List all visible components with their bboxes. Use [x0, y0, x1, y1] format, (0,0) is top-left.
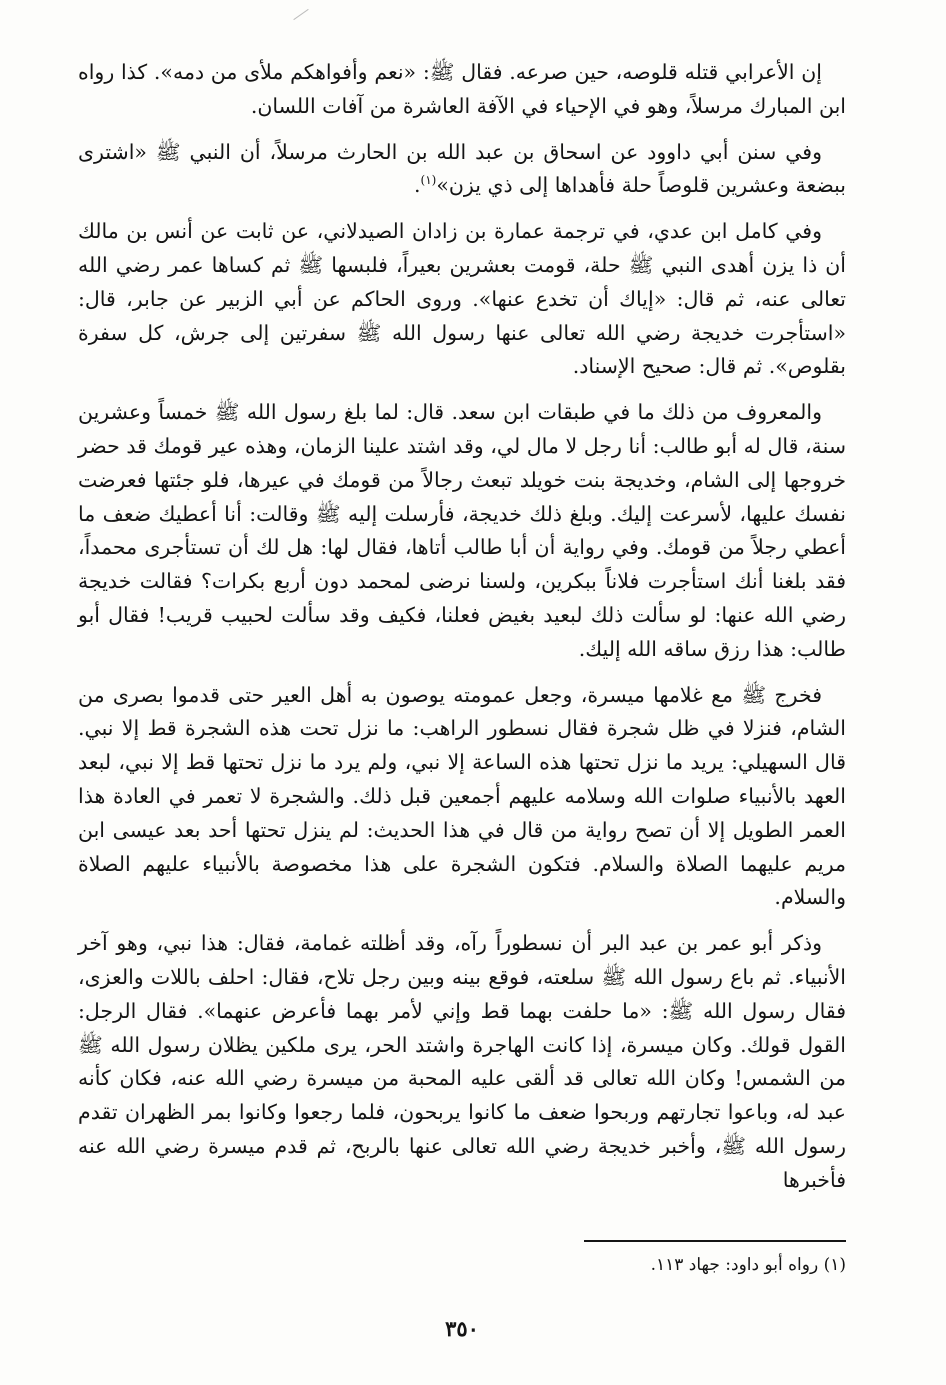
scan-speck [293, 9, 308, 20]
paragraph-5-text: فخرج ﷺ مع غلامها ميسرة، وجعل عمومته يوصون به أهل العير حتى قدموا بصرى من الشام، فنزلا في ظل شجرة فقال نسطور الراهب: ما نزل تحت هذه الشجرة قط إلا نبي. قال السهيلي: يريد ما نزل تحتها هذه الساعة إلا نبي، ولم يرد ما نزل تحتها قط إلا نبي، لبعد العهد بالأنبياء صلوات الله وسلامه عليهم أجمعين قبل ذلك. والشجرة لا تعمر في العادة هذا العمر الطويل إلا أن تصح رواية من قال في هذا الحديث: لم ينزل تحتها أحد بعد عيسى ابن مريم عليهما الصلاة والسلام. فتكون الشجرة على هذا مخصوصة بالأنبياء عليهم الصلاة والسلام. [78, 682, 846, 910]
paragraph-6-text: وذكر أبو عمر بن عبد البر أن نسطوراً رآه، وقد أظلته غمامة، فقال: هذا نبي، وهو آخر الأنبياء. ثم باع رسول الله ﷺ سلعته، فوقع بينه وبين رجل تلاح، فقال: احلف باللات والعزى، فقال رسول الله ﷺ: «ما حلفت بهما قط وإني لأمر بهما فأعرض عنهما». فقال الرجل: القول قولك. وكان ميسرة، إذا كانت الهاجرة واشتد الحر، يرى ملكين يظلان رسول الله ﷺ من الشمس! وكان الله تعالى قد ألقى عليه المحبة من ميسرة رضي الله عنه، فكان كأنه عبد له، وباعوا تجارتهم وربحوا ضعف ما كانوا يربحون، فلما رجعوا وكانوا بمر الظهران تقدم رسول الله ﷺ، وأخبر خديجة رضي الله تعالى عنها بالربح، ثم قدم ميسرة رضي الله عنه فأخبرها [78, 931, 846, 1192]
paragraph-4-text: والمعروف من ذلك ما في طبقات ابن سعد. قال: لما بلغ رسول الله ﷺ خمساً وعشرين سنة، قال له أبو طالب: أنا رجل لا مال لي، وقد اشتد علينا الزمان، وهذه عير قومك قد حضر خروجها إلى الشام، وخديجة بنت خويلد تبعث رجالاً من قومك في عيرها، فلو جئتها فعرضت نفسك عليها، لأسرعت إليك. وبلغ ذلك خديجة، فأرسلت إليه ﷺ وقالت: أنا أعطيك ضعف ما أعطي رجلاً من قومك. وفي رواية أن أبا طالب أتاها، فقال لها: هل لك أن تستأجرى محمداً، فقد بلغنا أنك استأجرت فلاناً ببكرين، ولسنا نرضى لمحمد دون أربع بكرات؟ فقالت خديجة رضي الله عنها: لو سألت ذلك لبعيد بغيض فعلنا، فكيف وقد سألت لحبيب قريب! فقال أبو طالب: هذا رزق ساقه الله إليك. [78, 400, 846, 661]
paragraph-2-tail: . [413, 173, 421, 198]
paragraph-6 [78, 927, 846, 1197]
paragraph-2-text: وفي سنن أبي داوود عن اسحاق بن عبد الله بن الحارث مرسلاً، أن النبي ﷺ «اشترى ببضعة وعشرين قلوصاً حلة فأهداها إلى ذي يزن» [78, 139, 846, 198]
page-number: ٣٥٠ [445, 1316, 479, 1341]
paragraph-2 [78, 136, 846, 204]
footnote-divider [584, 1240, 846, 1242]
paragraph-4 [78, 396, 846, 666]
book-page [78, 56, 846, 1376]
paragraph-3 [78, 215, 846, 384]
footnote-marker: (١) [823, 1255, 846, 1275]
paragraph-1 [78, 56, 846, 124]
paragraph-3-text: وفي كامل ابن عدي، في ترجمة عمارة بن زادان الصيدلاني، عن ثابت عن أنس بن مالك أن ذا يزن أهدى النبي ﷺ حلة، قومت بعشرين بعيراً، فلبسها ﷺ ثم كساها عمر رضي الله تعالى عنه، ثم قال: «إياك أن تخدع عنها». وروى الحاكم عن أبي الزبير عن جابر، قال: «استأجرت خديجة رضي الله تعالى عنها رسول الله ﷺ سفرتين إلى جرش، كل سفرة بقلوص». ثم قال: صحيح الإسناد. [78, 219, 846, 379]
footnote [78, 1252, 846, 1278]
paragraph-5 [78, 679, 846, 916]
paragraph-1-text: إن الأعرابي قتله قلوصه، حين صرعه. فقال ﷺ: «نعم وأفواهكم ملأى من دمه». كذا رواه ابن المبارك مرسلاً، وهو في الإحياء في الآفة العاشرة من آفات اللسان. [78, 60, 846, 118]
footnote-ref-1[interactable]: (١) [420, 173, 437, 188]
body-text [78, 56, 846, 1198]
footnote-text: رواه أبو داود: جهاد ١١٣. [650, 1255, 819, 1275]
